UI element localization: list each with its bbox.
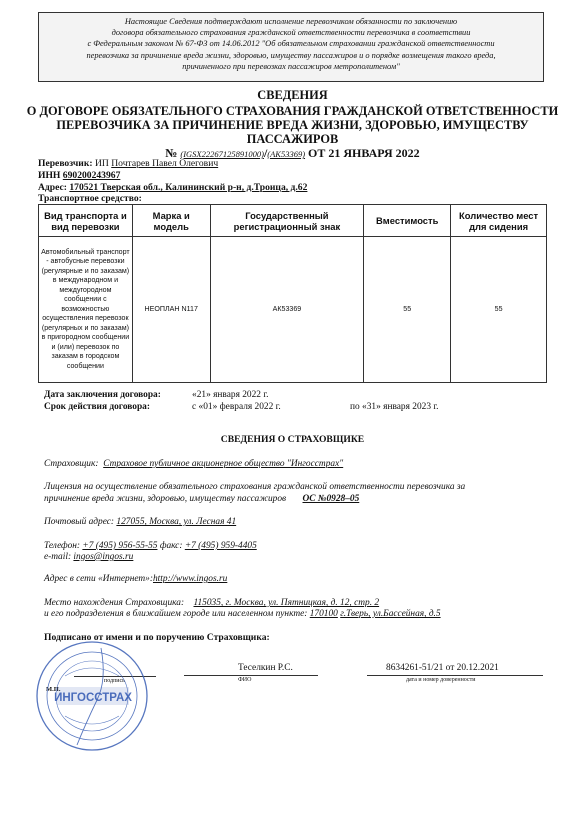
doc-line [367, 675, 543, 676]
doc-subtitle-1: О ДОГОВОРЕ ОБЯЗАТЕЛЬНОГО СТРАХОВАНИЯ ГРАЖДАНСКОЙ ОТВЕТСТВЕННОСТИ [26, 104, 559, 118]
license-text: причинение вреда жизни, здоровью, имуществу пассажиров [44, 494, 287, 504]
web-link[interactable]: http://www.ingos.ru [152, 574, 228, 584]
branch-label: и его подразделения в ближайшем городе или населенном пункте: [44, 609, 308, 619]
contract-date-header: ОТ 21 ЯНВАРЯ 2022 [308, 146, 420, 160]
table-cell: НЕОПЛАН N117 [132, 237, 210, 383]
validity-label: Срок действия договора: [44, 402, 150, 412]
table-header: Вид транспорта и вид перевозки [39, 205, 133, 237]
header-notice [38, 12, 544, 82]
vehicle-code: (АК53369) [267, 149, 306, 159]
doc-title: СВЕДЕНИЯ [257, 88, 328, 102]
location-value: 115035, г. Москва, ул. Пятницкая, д. 12, стр. 2 [193, 598, 380, 608]
web-label: Адрес в сети «Интернет»: [44, 574, 153, 584]
email-value[interactable]: ingos@ingos.ru [73, 552, 134, 562]
name-caption: ФИО [238, 677, 252, 683]
carrier-line: Перевозчик: ИП Почтарев Павел Олегович [38, 158, 219, 169]
table-header: Количество мест для сидения [451, 205, 547, 237]
table-row [39, 237, 547, 383]
branch-line [44, 609, 441, 619]
carrier-value: Почтарев Павел Олегович [111, 158, 219, 169]
doc-subtitle-3: ПАССАЖИРОВ [246, 132, 339, 146]
fax-value: +7 (495) 959-4405 [184, 541, 257, 551]
web-line [44, 574, 227, 584]
license-text: Лицензия на осуществление обязательного страхования гражданской ответственности перевозчика за [44, 482, 466, 492]
number-sep: / [263, 146, 268, 160]
table-cell: Автомобильный транспорт - автобусные перевозки (регулярные и по заказам) в международном и междугородном сообщении с возможностью осуществления перевозок (регулярных и по заказам) в пригородном сообщении и (или) перевозок по заказам в городском сообщении [39, 237, 133, 383]
validity-from: с «01» февраля 2022 г. [192, 402, 281, 412]
insurer-title: СВЕДЕНИЯ О СТРАХОВЩИКЕ [220, 434, 365, 445]
phone-value: +7 (495) 956-55-55 [82, 541, 158, 551]
insurer-value: Страховое публичное акционерное общество "Ингосстрах" [103, 459, 344, 469]
address-value: 170521 Тверская обл., Калининский р-н, д.Троица, д.62 [69, 182, 308, 193]
header-line: причиненного при перевозках пассажиров метрополитеном" [182, 61, 400, 71]
postal-line [44, 517, 236, 527]
stamp-mark: М.П. [46, 686, 61, 693]
stamp-brand: ИНГОССТРАХ [54, 692, 132, 704]
header-line: перевозчика за причинение вреда жизни, здоровью, имуществу пассажиров и о порядке возмещения такого вреда, [86, 50, 496, 60]
email-label: e-mail: [44, 552, 72, 562]
postal-label: Почтовый адрес: [44, 517, 115, 527]
address-label: Адрес: [38, 182, 67, 193]
fax-label: факс: [159, 541, 183, 551]
table-header: Государственный регистрационный знак [210, 205, 364, 237]
location-line [44, 598, 379, 608]
table-cell: 55 [364, 237, 451, 383]
inn-value: 690200243967 [62, 170, 121, 181]
policy-code: (IGSX22267125891000) [180, 149, 264, 159]
address-line [38, 182, 307, 193]
header-line: договора обязательного страхования гражданской ответственности перевозчика в соответствии [111, 28, 471, 38]
email-line [44, 552, 133, 562]
number-prefix: № [165, 146, 178, 160]
header-line: Настоящие Сведения подтверждают исполнение перевозчиком обязанности по заключению [124, 17, 458, 26]
name-line [184, 675, 318, 676]
location-label: Место нахождения Страховщика: [44, 598, 185, 608]
table-cell: АК53369 [210, 237, 364, 383]
license-number: ОС №0928–05 [302, 494, 360, 504]
branch-value: г.Тверь, ул.Бассейная, д.5 [340, 609, 441, 619]
contract-date-value: «21» января 2022 г. [192, 390, 269, 400]
postal-value: 127055, Москва, ул. Лесная 41 [116, 517, 237, 527]
table-header-row [39, 205, 547, 237]
signer-name: Теселкин Р.С. [238, 663, 293, 673]
vehicle-table [38, 204, 547, 383]
power-of-attorney: 8634261-51/21 от 20.12.2021 [386, 663, 499, 673]
inn-line [38, 170, 120, 181]
phone-line [44, 541, 257, 551]
contract-date-label: Дата заключения договора: [44, 390, 161, 400]
branch-index: 170100 [309, 609, 338, 619]
insurer-label: Страховщик: [44, 459, 99, 469]
validity-to: по «31» января 2023 г. [350, 402, 439, 412]
insurer-line [44, 459, 343, 469]
table-cell: 55 [451, 237, 547, 383]
transport-label: Транспортное средство: [38, 193, 142, 204]
header-line: с Федеральным законом № 67-ФЗ от 14.06.2012 "Об обязательном страховании гражданской ответственности [87, 39, 495, 49]
license-block [44, 481, 554, 505]
table-header: Вместимость [364, 205, 451, 237]
carrier-label: Перевозчик: [38, 158, 93, 169]
sign-caption: подпись [104, 678, 125, 684]
table-header: Марка и модель [132, 205, 210, 237]
company-stamp [35, 640, 149, 752]
signed-label: Подписано от имени и по поручению Страховщика: [44, 632, 270, 643]
doc-caption: дата и номер доверенности [406, 677, 476, 683]
phone-label: Телефон: [44, 541, 81, 551]
doc-subtitle-2: ПЕРЕВОЗЧИКА ЗА ПРИЧИНЕНИЕ ВРЕДА ЖИЗНИ, ЗДОРОВЬЮ, ИМУЩЕСТВУ [56, 118, 529, 132]
inn-label: ИНН [38, 170, 61, 181]
